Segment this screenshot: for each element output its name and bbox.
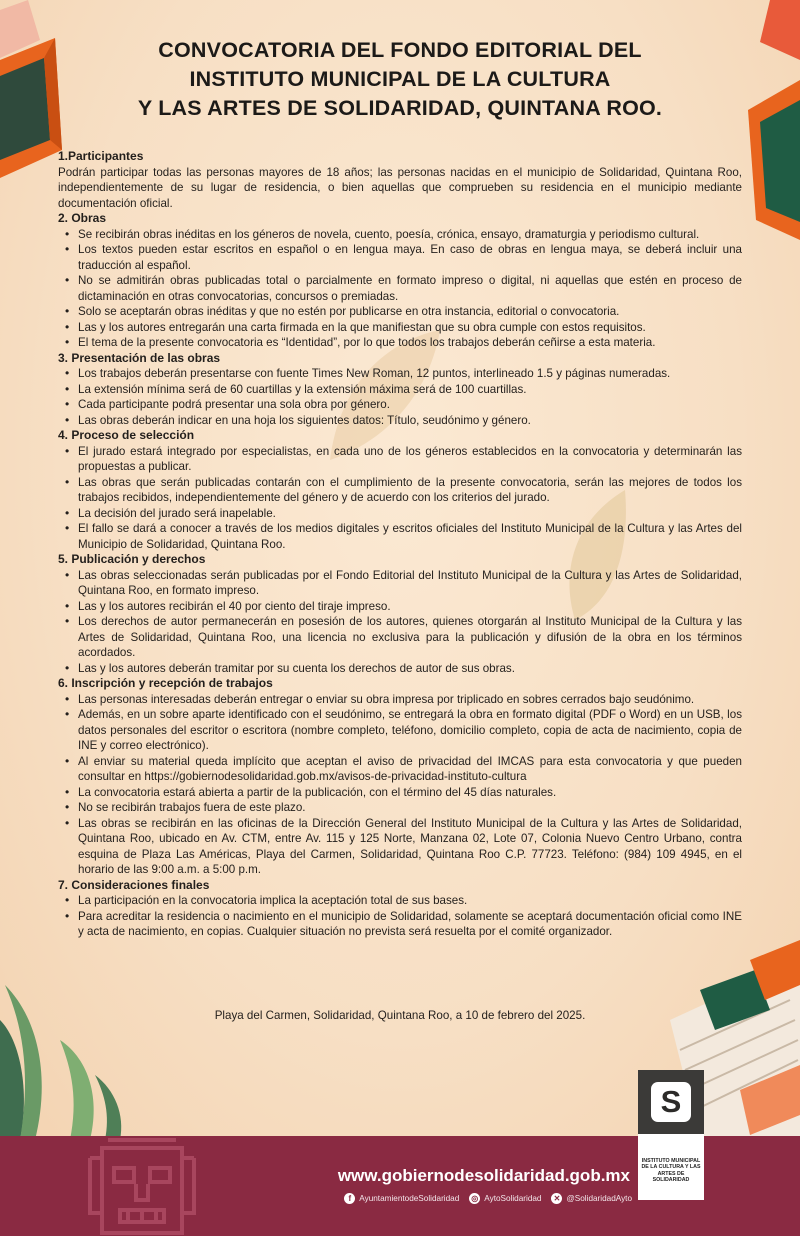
list-item: • El tema de la presente convocatoria es “Identidad”, por lo que todos los trabajos deberán ceñirse a esta materia. bbox=[78, 335, 742, 351]
list-item: • Se recibirán obras inéditas en los géneros de novela, cuento, poesía, crónica, ensayo, dramaturgia y periodismo cultural. bbox=[78, 227, 742, 243]
bullet-list bbox=[58, 893, 742, 940]
list-item: • Los derechos de autor permanecerán en posesión de los autores, quienes otorgarán al Instituto Municipal de la Cultura y las Artes de Solidaridad, Quintana Roo, una licencia no exclusiva para la publicación y difusión de la obra en los términos acordados. bbox=[78, 614, 742, 661]
list-item: • Solo se aceptarán obras inéditas y que no estén por publicarse en otra instancia, editorial o convocatoria. bbox=[78, 304, 742, 320]
bullet-list bbox=[58, 227, 742, 351]
social-handle: @SolidaridadAyto bbox=[566, 1193, 632, 1203]
social-x[interactable] bbox=[551, 1193, 632, 1204]
list-item: • El jurado estará integrado por especialistas, en cada uno de los géneros establecidos en la convocatoria y determinarán las propuestas a publicar. bbox=[78, 444, 742, 475]
list-item: • La decisión del jurado será inapelable. bbox=[78, 506, 742, 522]
closing-date-line: Playa del Carmen, Solidaridad, Quintana Roo, a 10 de febrero del 2025. bbox=[214, 1009, 586, 1022]
list-item: • Los trabajos deberán presentarse con fuente Times New Roman, 12 puntos, interlineado 1.5 y páginas numeradas. bbox=[78, 366, 742, 382]
list-item: • Para acreditar la residencia o nacimiento en el municipio de Solidaridad, solamente se aceptará documentación oficial como INE y acta de nacimiento, en copias. Cualquier situación no prevista será resuelta por el comité organizador. bbox=[78, 909, 742, 940]
plant-illustration-left bbox=[0, 980, 130, 1140]
list-item: • Los textos pueden estar escritos en español o en lengua maya. En caso de obras en lengua maya, se deberá incluir una traducción al español. bbox=[78, 242, 742, 273]
bullet-list bbox=[58, 568, 742, 677]
list-item: • La participación en la convocatoria implica la aceptación total de sus bases. bbox=[78, 893, 742, 909]
section-heading: 2. Obras bbox=[58, 211, 107, 225]
page-title bbox=[60, 36, 740, 123]
bullet-list bbox=[58, 366, 742, 428]
social-handle: AyuntamientodeSolidaridad bbox=[359, 1193, 460, 1203]
list-item: • Las obras que serán publicadas contarán con el cumplimiento de la presente convocatoria, serán las mejores de todos los trabajos recibidos, independientemente del género y de acuerdo con los criterios del jurado. bbox=[78, 475, 742, 506]
list-item: • La extensión mínima será de 60 cuartillas y la extensión máxima será de 100 cuartillas. bbox=[78, 382, 742, 398]
list-item: • La convocatoria estará abierta a partir de la publicación, con el término del 45 días naturales. bbox=[78, 785, 742, 801]
section-heading: 5. Publicación y derechos bbox=[58, 552, 206, 566]
list-item: • Las personas interesadas deberán entregar o enviar su obra impresa por triplicado en sobres cerrados bajo seudónimo. bbox=[78, 692, 742, 708]
bullet-list bbox=[58, 692, 742, 878]
maya-mask-icon bbox=[62, 1138, 222, 1236]
section-paragraph: Podrán participar todas las personas mayores de 18 años; las personas nacidas en el municipio de Solidaridad, Quintana Roo, independientemente de su lugar de residencia, o bien aquellas que comprueben su residencia en el municipio mediante documentación oficial. bbox=[58, 165, 742, 210]
instagram-icon: ◎ bbox=[469, 1193, 480, 1204]
institute-logo bbox=[638, 1070, 704, 1200]
social-facebook[interactable] bbox=[344, 1193, 459, 1204]
section-heading: 3. Presentación de las obras bbox=[58, 350, 221, 365]
logo-letter: S bbox=[651, 1082, 691, 1122]
website-link[interactable]: www.gobiernodesolidaridad.gob.mx bbox=[337, 1166, 630, 1185]
title-line: Y LAS ARTES DE SOLIDARIDAD, QUINTANA ROO. bbox=[137, 96, 663, 120]
social-handle: AytoSolidaridad bbox=[484, 1193, 542, 1203]
list-item: • Las y los autores recibirán el 40 por ciento del tiraje impreso. bbox=[78, 599, 742, 615]
title-line: CONVOCATORIA DEL FONDO EDITORIAL DEL bbox=[158, 38, 642, 62]
list-item: • Las obras seleccionadas serán publicadas por el Fondo Editorial del Instituto Municipal de la Cultura y las Artes de Solidaridad, Quintana Roo, en formato impreso. bbox=[78, 568, 742, 599]
list-item: • Las y los autores deberán tramitar por su cuenta los derechos de autor de sus obras. bbox=[78, 661, 742, 677]
section-heading: 1.Participantes bbox=[58, 149, 144, 163]
list-item: • Las y los autores entregarán una carta firmada en la que manifiestan que su obra cumple con estos requisitos. bbox=[78, 320, 742, 336]
section-heading: 7. Consideraciones finales bbox=[58, 877, 210, 892]
call-body bbox=[58, 149, 742, 940]
section-heading: 4. Proceso de selección bbox=[58, 428, 195, 442]
social-instagram[interactable] bbox=[469, 1193, 541, 1204]
list-item: • El fallo se dará a conocer a través de los medios digitales y escritos oficiales del Instituto Municipal de la Cultura y las Artes del Municipio de Solidaridad, Quintana Roo. bbox=[78, 521, 742, 552]
logo-mark bbox=[638, 1070, 704, 1134]
title-line: INSTITUTO MUNICIPAL DE LA CULTURA bbox=[189, 67, 611, 91]
list-item: • Las obras se recibirán en las oficinas de la Dirección General del Instituto Municipal de la Cultura y las Artes de Solidaridad, Quintana Roo, ubicado en Av. CTM, entre Av. 115 y 125 Norte, Manzana 02, Lote 07, Colonia Nuevo Centro Urbano, contra esquina de Plaza Las Américas, Playa del Carmen, Solidaridad, Quintana Roo C.P. 77723. Teléfono: (984) 109 4945, en el horario de las 9:00 a.m. a 5:00 p.m. bbox=[78, 816, 742, 878]
logo-text: INSTITUTO MUNICIPAL DE LA CULTURA Y LAS ARTES DE SOLIDARIDAD bbox=[641, 1158, 701, 1184]
list-item: • Cada participante podrá presentar una sola obra por género. bbox=[78, 397, 742, 413]
facebook-icon: f bbox=[344, 1193, 355, 1204]
list-item: • Además, en un sobre aparte identificado con el seudónimo, se entregará la obra en formato digital (PDF o Word) en un USB, los datos personales del escritor o escritora (nombre completo, teléfono, domicilio completo, copia de acta de nacimiento, copia de INE y correo electrónico). bbox=[78, 707, 742, 754]
section-heading: 6. Inscripción y recepción de trabajos bbox=[58, 676, 273, 690]
bullet-list bbox=[58, 444, 742, 553]
list-item: • Al enviar su material queda implícito que aceptan el aviso de privacidad del IMCAS para esta convocatoria y que pueden consultar en https://gobiernodesolidaridad.gob.mx/avisos-de-privacidad-instituto-cultura bbox=[78, 754, 742, 785]
list-item: • No se recibirán trabajos fuera de este plazo. bbox=[78, 800, 742, 816]
list-item: • Las obras deberán indicar en una hoja los siguientes datos: Título, seudónimo y género. bbox=[78, 413, 742, 429]
list-item: • No se admitirán obras publicadas total o parcialmente en formato impreso o digital, ni aquellas que estén en proceso de dictaminación en otras convocatorias, concursos o premiadas. bbox=[78, 273, 742, 304]
social-links bbox=[312, 1191, 632, 1205]
x-icon: ✕ bbox=[551, 1193, 562, 1204]
